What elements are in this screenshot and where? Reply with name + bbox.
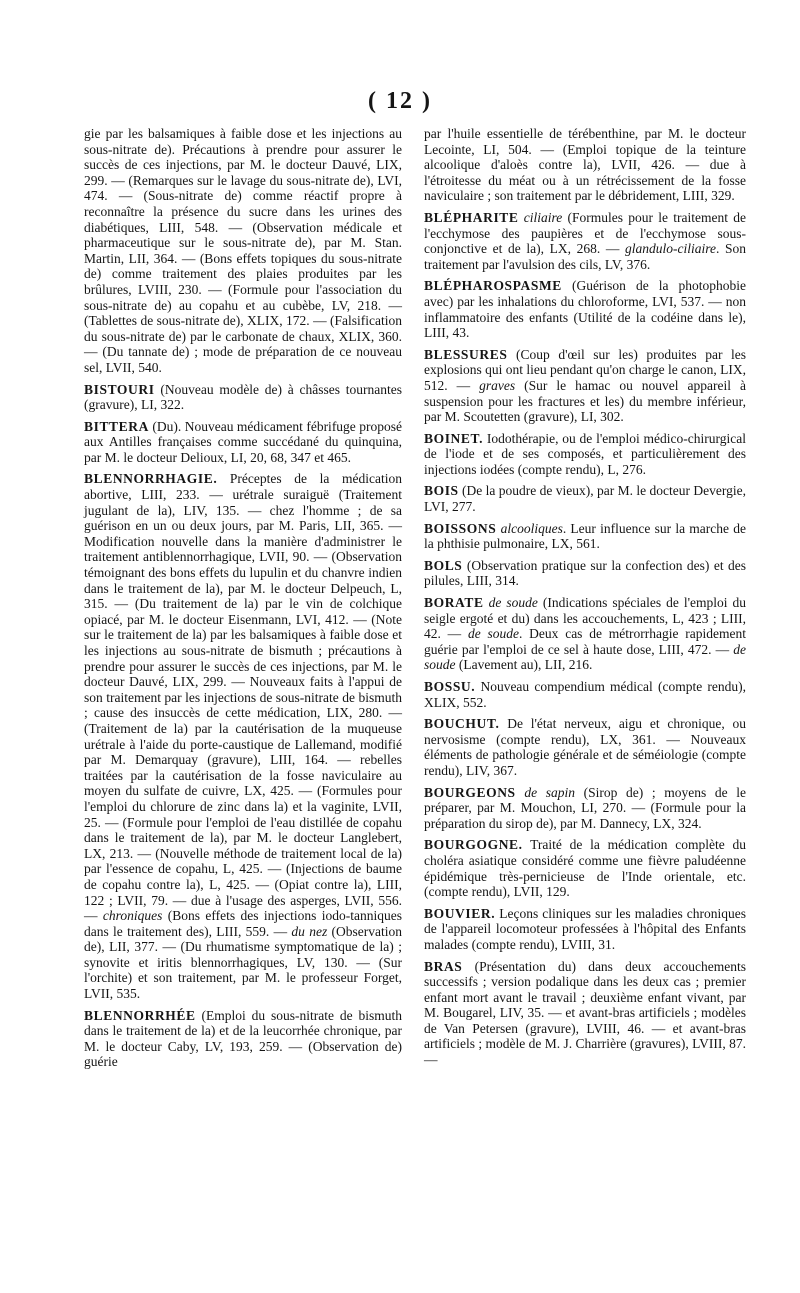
entry-headword: BOUCHUT. [424,716,500,732]
entry-text: (Observation de), LII, 377. — (Du rhumatisme symptomatique de la) ; synovite et iritis blennorrhagiques, LV, 130. — (Sur l'orchite) et son traitement, par M. le professeur Forget, LVII, 535. [84,923,402,1002]
entry-text: (Du). Nouveau médicament fébrifuge proposé aux Antilles françaises comme succédané du quinquina, par M. le docteur Delioux, LI, 20, 68, 347 et 465. [84,418,402,465]
entry-headword: BORATE [424,595,484,611]
entry-text: (Nouveau modèle de) à châsses tournantes (gravure), LI, 322. [84,381,402,413]
entry-text: Iodothérapie, ou de l'emploi médico-chirurgical de l'iode et de ses composés, et particulièrement des injections iodées (compte rendu), L, 276. [424,430,746,477]
entry-headword: BOIS [424,483,459,499]
index-entry [424,558,746,589]
page-number: ( 12 ) [368,88,432,114]
entry-text: . Deux cas de métrorrhagie rapidement guérie par l'emploi de ce sel à haute dose, LIII, 472. — [424,626,746,657]
index-entry [84,471,402,1001]
entry-text: (Guérison de la photophobie avec) par les inhalations du chloroforme, LVI, 537. — non inflammatoire des enfants (Utilité de la codéine dans le), LIII, 43. [424,278,746,341]
entry-headword: BOUVIER. [424,905,496,921]
entry-headword: BOINET. [424,430,484,446]
entry-text: (Sirop de) ; moyens de le préparer, par M. Mouchon, LI, 270. — (Formule pour la préparation du sirop de), par M. Dannecy, LX, 324. [424,784,746,831]
entry-headword: BLÉPHAROSPASME [424,278,562,294]
entry-italic-text: glandulo-ciliaire [624,241,716,257]
entry-text: (Indications spéciales de l'emploi du seigle ergoté et du) dans les accouchements, L, 423 ; LIII, 42. — [424,595,746,642]
entry-text: . Son traitement par l'avulsion des cils, LV, 376. [424,241,746,272]
entry-text: (Coup d'œil sur les) produites par les explosions qui ont lieu pendant qu'on charge le canon, LIX, 512. — [424,346,746,393]
entry-headword: BLÉPHARITE [424,209,519,225]
entry-headword: BOLS [424,557,463,573]
entry-text: (Présentation du) dans deux accouchements successifs ; version podalique dans les deux cas ; premier enfant mort avant le travail ; deuxième enfant vivant, par M. Bougarel, LIV, 35. — et avant-bras artificiels ; modèles de Van Petersen (gravure), LVIII, 46. — et avant-bras artificiels ; modèle de M. J. Charrière (gravures), LVIII, 87. — [424,958,746,1068]
entry-italic-text: de soude [488,595,538,611]
entry-italic-text: ciliaire [523,209,563,225]
index-entry [424,431,746,478]
entry-text: (Bons effets des injections iodo-tanniques dans le traitement des), LIII, 559. — [84,908,403,939]
entry-italic-text: de soude [467,626,519,642]
index-entry [424,483,746,514]
index-entry [84,419,402,466]
entry-italic-text: de sapin [524,784,575,800]
entry-text: Traité de la médication complète du choléra asiatique considéré comme une fièvre paludéenne épidémique très-pernicieuse de l'Inde orientale, etc. (compte rendu), LVII, 129. [424,837,746,900]
entry-headword: BLENNORRHÉE [84,1007,196,1023]
entry-italic-text: graves [479,377,516,393]
entry-italic-text: du nez [291,923,328,939]
index-entry [424,278,746,340]
entry-text: Nouveau compendium médical (compte rendu), XLIX, 552. [424,679,746,710]
entry-italic-text: alcooliques [500,520,563,536]
index-entry [424,906,746,953]
index-entry [424,521,746,552]
entry-headword: BLESSURES [424,346,508,362]
left-column [84,126,402,1076]
entry-headword: BLENNORRHAGIE. [84,471,218,487]
entry-text: gie par les balsamiques à faible dose et les injections au sous-nitrate de). Précautions à prendre pour assurer le succès de ces injections, par M. le docteur Dauvé, LIX, 299. — (Remarques sur le lavage du sous-nitrate de), LVI, 474. — (Sous-nitrate de) comme réactif propre à reconnaître la présence du sucre dans les urines des diabétiques, LIII, 548. — (Observation médicale et pharmaceutique sur le sous-nitrate de), par M. Stan. Martin, LII, 364. — (Bons effets topiques du sous-nitrate de) comme traitement des plaies produites par les brûlures, LVIII, 230. — (Formule pour l'association du sous-nitrate de) au copahu et au cubèbe, LV, 218. — (Tablettes de sous-nitrate de), XLIX, 172. — (Falsification du sous-nitrate de) par le carbonate de chaux, XLIX, 360. — (Du tannate de) ; mode de préparation de ce nouveau sel, LVII, 540. [84,126,402,375]
entry-text: par l'huile essentielle de térébenthine, par M. le docteur Lecointe, LI, 504. — (Emploi topique de la teinture alcoolique d'aloès contre la), LVII, 426. — due à l'étroitesse du méat ou à un rétrécissement de la fosse naviculaire ; son traitement par le débridement, LIII, 329. [424,126,746,204]
right-column [424,126,746,1074]
entry-text: (De la poudre de vieux), par M. le docteur Devergie, LVI, 277. [424,483,746,515]
entry-italic-text: de soude [424,641,746,673]
index-entry [84,382,402,413]
entry-text: (Emploi du sous-nitrate de bismuth dans le traitement de la) et de la leucorrhée chronique, par M. le docteur Caby, LV, 193, 259. — (Observation de) guérie [84,1007,402,1070]
index-entry [424,785,746,832]
entry-headword: BOISSONS [424,520,497,536]
index-entry [424,837,746,899]
entry-headword: BOURGOGNE. [424,837,523,853]
entry-text: Leçons cliniques sur les maladies chroniques de l'appareil locomoteur professées à l'hôpital des Enfants malades (compte rendu), LVIII, 31. [424,905,746,952]
index-entry [424,347,746,425]
entry-text: (Sur le hamac ou nouvel appareil à suspension pour les fractures et les) du membre inférieur, par M. Scoutetten (gravure), LI, 302. [424,377,747,425]
index-entry [84,1008,402,1070]
index-entry [424,716,746,778]
index-entry-continued [424,126,746,204]
entry-italic-text: chroniques [102,908,163,924]
entry-text: (Observation pratique sur la confection des) et des pilules, LIII, 314. [424,557,746,589]
entry-headword: BITTERA [84,418,149,434]
entry-text: . Leur influence sur la marche de la phthisie pulmonaire, LX, 561. [424,520,746,552]
entry-headword: BISTOURI [84,381,155,397]
index-entry [424,595,746,673]
index-entry [424,959,746,1068]
entry-text: Préceptes de la médication abortive, LIII, 233. — urétrale suraiguë (Traitement jugulant de la), LIV, 135. — chez l'homme ; de sa guérison en un ou deux jours, par M. Paris, LII, 365. — Modification nouvelle dans la manière d'administrer le traitement antiblennorrhagique, LVII, 90. — (Observation témoignant des bons effets du lupulin et du chanvre indien dans le traitement de la), par M. le docteur Delpeuch, L, 315. — (Du traitement de la) par le vin de colchique opiacé, par M. le docteur Eisenmann, LVI, 412. — (Note sur le traitement de la) par les balsamiques à faible dose et les injections au sous-nitrate de bismuth ; précautions à prendre pour assurer le succès de ces injections, par M. le docteur Dauvé, LIX, 299. — Nouveaux faits à l'appui de son traitement par les injections de sous-nitrate de bismuth ; cause des insuccès de cette médication, LIX, 280. — (Traitement de la) par la cautérisation de la muqueuse urétrale à l'aide du porte-caustique de Lallemand, modifié par M. Demarquay (gravure), LIII, 164. — rebelles traitées par la cautérisation de la fosse naviculaire au moyen du sulfate de cuivre, LX, 425. — (Formules pour l'emploi du chlorure de zinc dans la) et la vaginite, LVII, 25. — (Formule pour l'emploi de l'eau distillée de copahu dans le traitement de la), par M. le docteur Langlebert, LX, 213. — (Nouvelle méthode de traitement local de la) par l'essence de copahu, L, 425. — (Injections de baume de copahu contre la), L, 425. — (Opiat contre la), LIII, 122 ; LVII, 79. — due à l'usage des asperges, LVII, 556. — [84,471,402,924]
entry-text: (Lavement au), LII, 216. [455,657,593,673]
entry-text: De l'état nerveux, aigu et chronique, ou nervosisme (compte rendu), LX, 361. — Nouveaux éléments de pathologie générale et de séméiologie (compte rendu), LIV, 367. [424,716,746,778]
index-entry [424,679,746,710]
entry-headword: BOSSU. [424,679,476,694]
entry-headword: BOURGEONS [424,784,516,800]
index-entry-continued [84,126,402,376]
entry-headword: BRAS [424,958,463,974]
entry-text: (Formules pour le traitement de l'ecchymose des paupières et de l'ecchymose sous-conjonctive et de la), LX, 268. — [424,209,747,257]
index-entry [424,210,746,272]
